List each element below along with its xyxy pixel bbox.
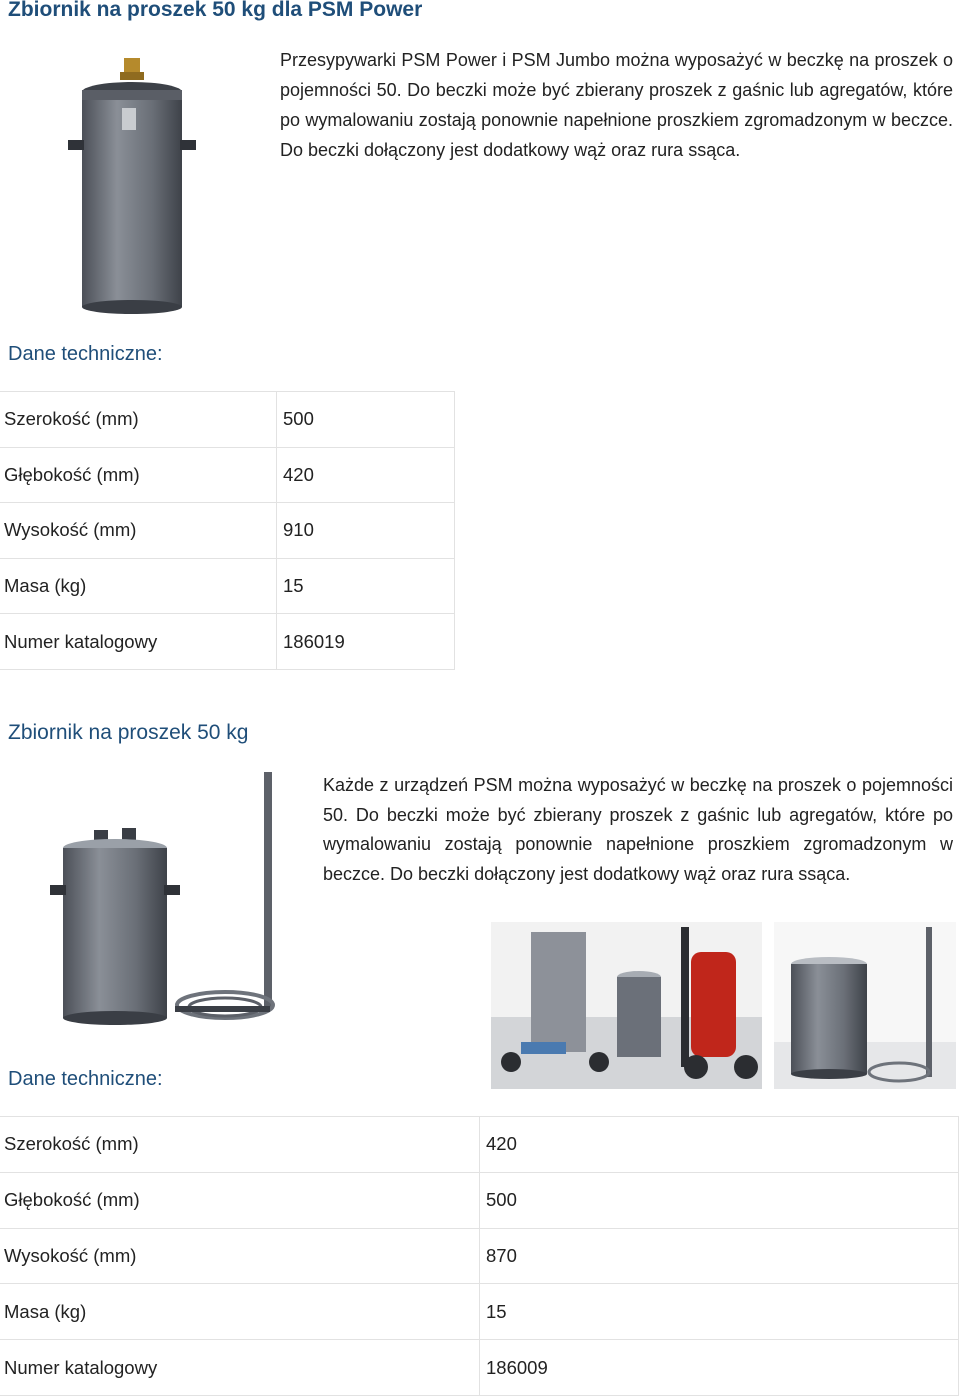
machine-tank-extinguisher-illustration bbox=[491, 922, 762, 1089]
spec-label: Numer katalogowy bbox=[0, 1340, 480, 1396]
spec-label: Masa (kg) bbox=[0, 1284, 480, 1340]
table-row bbox=[0, 1284, 959, 1340]
spec-value: 910 bbox=[277, 503, 455, 559]
table-row bbox=[0, 1228, 959, 1284]
section2-specs-table bbox=[0, 1116, 959, 1396]
spec-value: 15 bbox=[277, 558, 455, 614]
spec-label: Wysokość (mm) bbox=[0, 503, 277, 559]
tank-with-lid-illustration bbox=[60, 50, 200, 315]
spec-value: 15 bbox=[480, 1284, 959, 1340]
table-row bbox=[0, 558, 455, 614]
section2-title: Zbiornik na proszek 50 kg bbox=[8, 721, 249, 744]
spec-value: 420 bbox=[480, 1117, 959, 1173]
spec-label: Głębokość (mm) bbox=[0, 447, 277, 503]
powder-transfer-scene-image bbox=[491, 922, 762, 1089]
section1-specs-heading: Dane techniczne: bbox=[8, 343, 163, 365]
spec-value: 186009 bbox=[480, 1340, 959, 1396]
tank-hose-photo-image bbox=[774, 922, 956, 1089]
tank-hose-photo-illustration bbox=[774, 922, 956, 1089]
spec-value: 500 bbox=[277, 392, 455, 448]
spec-label: Szerokość (mm) bbox=[0, 1117, 480, 1173]
section1-title: Zbiornik na proszek 50 kg dla PSM Power bbox=[8, 0, 423, 21]
tank-power-image bbox=[60, 50, 200, 315]
table-row bbox=[0, 503, 455, 559]
table-row bbox=[0, 1117, 959, 1173]
spec-value: 186019 bbox=[277, 614, 455, 670]
table-row bbox=[0, 614, 455, 670]
spec-label: Szerokość (mm) bbox=[0, 392, 277, 448]
spec-value: 420 bbox=[277, 447, 455, 503]
table-row bbox=[0, 1340, 959, 1396]
section1-description: Przesypywarki PSM Power i PSM Jumbo można wyposażyć w beczkę na proszek o pojemności 50. Do beczki może być zbierany proszek z gaśnic lub agregatów, które po wymalowaniu zostają ponownie napełnione proszkiem zgromadzonym w beczce. Do beczki dołączony jest dodatkowy wąż oraz rura ssąca. bbox=[280, 50, 953, 160]
tank-with-hose-image bbox=[40, 770, 300, 1035]
section2-specs-heading: Dane techniczne: bbox=[8, 1068, 163, 1090]
spec-label: Wysokość (mm) bbox=[0, 1228, 480, 1284]
table-row bbox=[0, 392, 455, 448]
table-row bbox=[0, 1172, 959, 1228]
spec-label: Głębokość (mm) bbox=[0, 1172, 480, 1228]
tank-hose-illustration bbox=[40, 770, 300, 1035]
spec-label: Numer katalogowy bbox=[0, 614, 277, 670]
spec-value: 500 bbox=[480, 1172, 959, 1228]
spec-label: Masa (kg) bbox=[0, 558, 277, 614]
section1-specs-table bbox=[0, 391, 455, 670]
table-row bbox=[0, 447, 455, 503]
section2-description: Każde z urządzeń PSM można wyposażyć w beczkę na proszek o pojemności 50. Do beczki może być zbierany proszek z gaśnic lub agregatów, które po wymalowaniu zostają ponownie napełnione proszkiem zgromadzonym w beczce. Do beczki dołączony jest dodatkowy wąż oraz rura ssąca. bbox=[323, 775, 953, 884]
spec-value: 870 bbox=[480, 1228, 959, 1284]
